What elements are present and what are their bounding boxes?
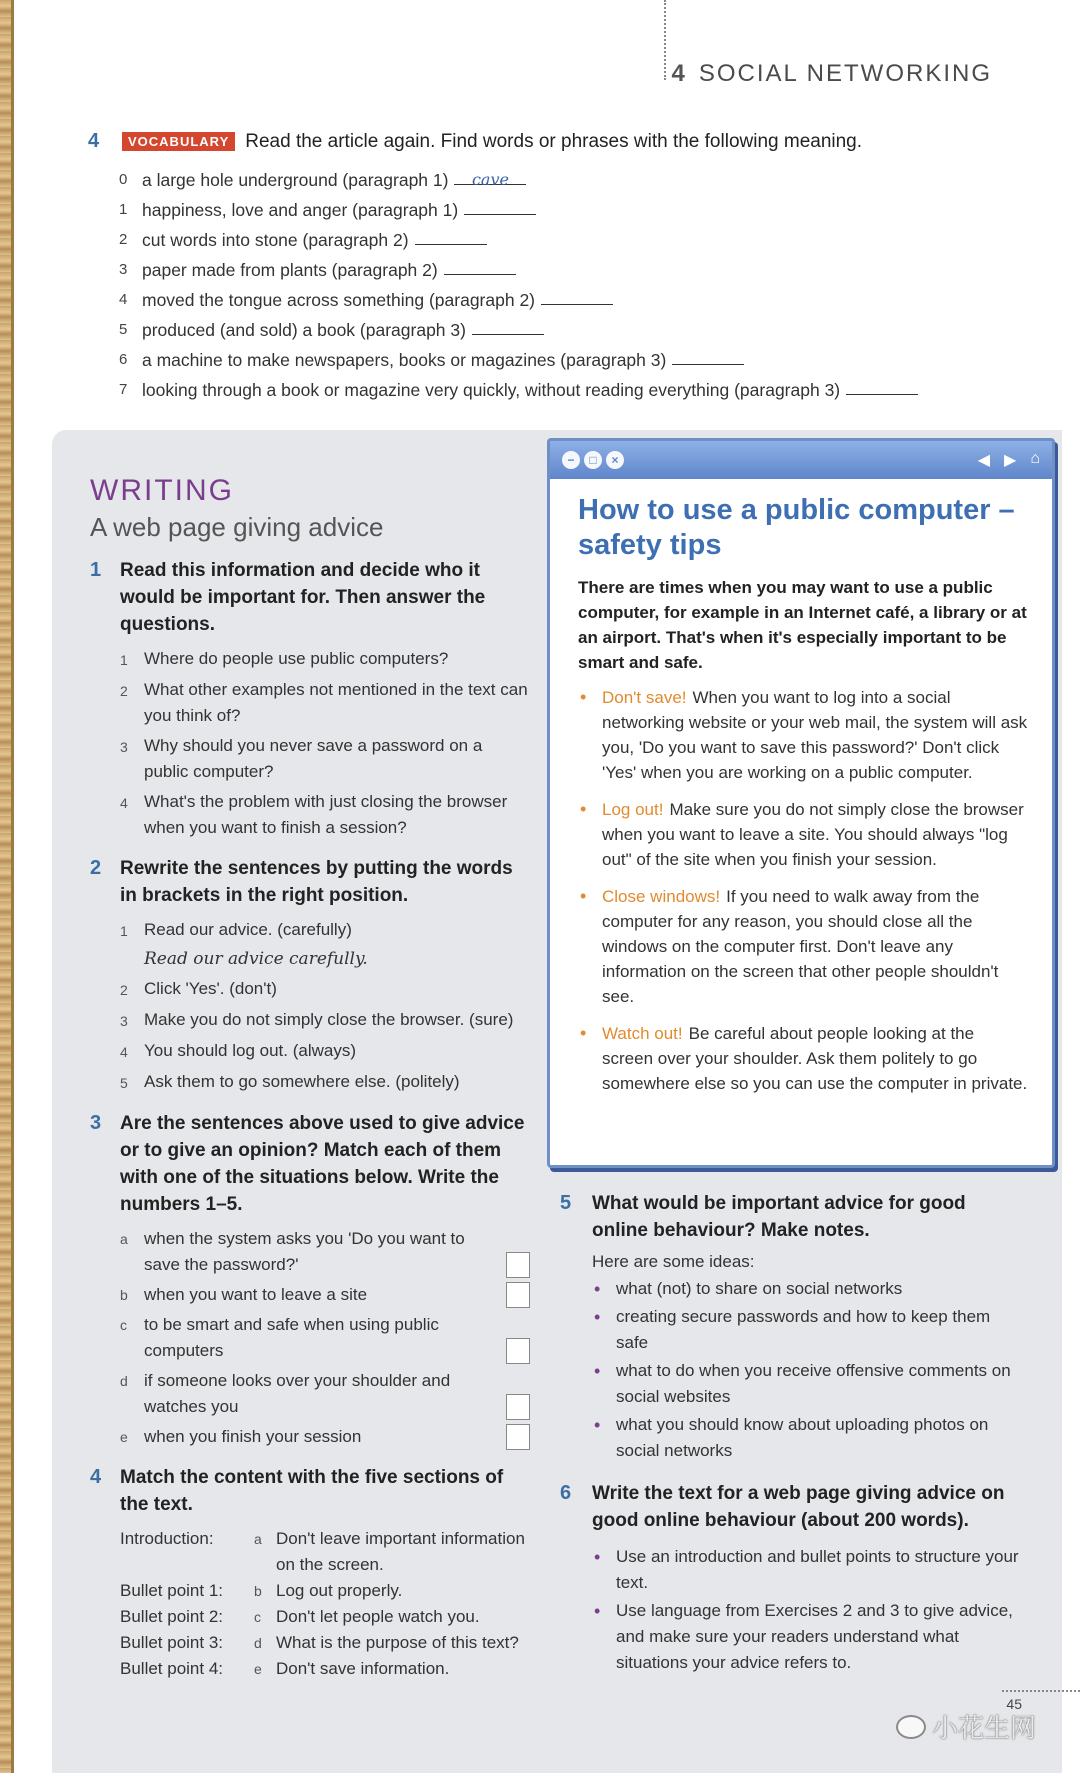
task-1 [90, 557, 530, 841]
match-row: Bullet point 2: c Don't let people watch you. [120, 1607, 480, 1626]
situation-item: b when you want to leave a site [120, 1282, 500, 1308]
task-1-questions [90, 646, 530, 841]
task-2-sentences [90, 917, 530, 1096]
answer-blank[interactable] [464, 195, 536, 215]
task-5 [560, 1190, 1020, 1464]
wechat-icon [896, 1715, 926, 1739]
sentence-item: 3 Make you do not simply close the browser. (sure) [120, 1010, 514, 1029]
vocab-item: 5 produced (and sold) a book (paragraph 3) [88, 315, 988, 345]
sentence-item: 5 Ask them to go somewhere else. (politely) [120, 1072, 460, 1091]
writing-subtitle: A web page giving advice [90, 512, 384, 542]
vocabulary-list [88, 165, 988, 405]
vocabulary-instruction: Read the article again. Find words or phrases with the following meaning. [245, 130, 863, 152]
ideas-intro: Here are some ideas: [592, 1252, 755, 1271]
vocab-item: 1 happiness, love and anger (paragraph 1) [88, 195, 988, 225]
question-item: 3 Why should you never save a password on a public computer? [120, 736, 483, 781]
tip-heading: Don't save! [602, 688, 687, 707]
answer-box[interactable] [506, 1252, 530, 1278]
watermark [896, 1708, 1036, 1745]
left-decorative-strip [0, 0, 14, 1773]
answer-blank[interactable] [846, 375, 918, 395]
page-number: 45 [1006, 1696, 1022, 1712]
answer-box[interactable] [506, 1282, 530, 1308]
tip-item: • Close windows! If you need to walk away from the computer for any reason, you should close all the windows on the computer first. Don't leave any information on the screen that other people shouldn't see. [578, 884, 1028, 1009]
writing-section [90, 474, 530, 1682]
answer-box[interactable] [506, 1338, 530, 1364]
match-row: Bullet point 4: e Don't save information. [120, 1659, 450, 1678]
right-tasks [560, 1190, 1020, 1678]
task-3 [90, 1110, 530, 1450]
vocab-item: 6 a machine to make newspapers, books or magazines (paragraph 3) [88, 345, 988, 375]
vocab-item: 0 a large hole underground (paragraph 1) cave [88, 165, 988, 195]
question-item: 1 Where do people use public computers? [120, 649, 449, 668]
tip-heading: Close windows! [602, 887, 721, 906]
situation-item: c to be smart and safe when using public computers [120, 1312, 500, 1364]
answer-blank[interactable] [472, 315, 544, 335]
match-row: Bullet point 3: d What is the purpose of this text? [120, 1633, 519, 1652]
task-4-heading: 4 Match the content with the five sections of the text. [90, 1466, 504, 1515]
answer-blank[interactable] [415, 225, 487, 245]
idea-item: • what you should know about uploading photos on social networks [592, 1412, 1020, 1464]
unit-header [672, 56, 993, 92]
window-controls [562, 451, 624, 469]
task-1-heading: 1 Read this information and decide who it would be important for. Then answer the questions. [90, 559, 486, 635]
minimize-icon[interactable]: − [562, 451, 580, 469]
browser-title-bar [550, 441, 1052, 479]
answer-blank[interactable] [672, 345, 744, 365]
situation-item: e when you finish your session [120, 1424, 500, 1450]
browser-window [547, 438, 1055, 1168]
navigation-controls [978, 450, 1040, 470]
sentence-item: 1 Read our advice. (carefully) [120, 920, 352, 939]
header-divider [664, 0, 666, 80]
task-3-situations [90, 1226, 530, 1450]
task-6-points [560, 1544, 1020, 1676]
forward-icon[interactable]: ▶ [1004, 452, 1017, 469]
example-answer: Read our advice carefully. [144, 949, 368, 969]
vocab-item: 4 moved the tongue across something (paragraph 2) [88, 285, 988, 315]
answer-box[interactable] [506, 1424, 530, 1450]
tip-item: • Don't save! When you want to log into a social networking website or your web mail, the system will ask you, 'Do you want to save this password?' Don't click 'Yes' when you are working on a public computer. [578, 685, 1028, 785]
footer-divider [1002, 1690, 1080, 1692]
task-4-match-table [90, 1526, 530, 1682]
point-item: • Use language from Exercises 2 and 3 to give advice, and make sure your readers understand what situations your advice refers to. [592, 1598, 1020, 1676]
vocabulary-exercise [88, 130, 988, 405]
exercise-number: 4 [88, 130, 100, 152]
watermark-text: 小花生网 [931, 1713, 1036, 1743]
browser-content [550, 479, 1052, 1096]
idea-item: • what to do when you receive offensive comments on social websites [592, 1358, 1020, 1410]
article-title: How to use a public computer – safety tips [578, 494, 1015, 561]
answer-blank[interactable]: cave [454, 165, 526, 185]
answer-blank[interactable] [541, 285, 613, 305]
unit-number: 4 [671, 60, 687, 87]
task-5-heading: 5 What would be important advice for good online behaviour? Make notes. [560, 1192, 966, 1241]
vocab-item: 2 cut words into stone (paragraph 2) [88, 225, 988, 255]
tip-heading: Log out! [602, 800, 664, 819]
match-row: Bullet point 1: b Log out properly. [120, 1581, 403, 1600]
match-row: Introduction: a Don't leave important information on the screen. [120, 1529, 525, 1574]
article-intro: There are times when you may want to use a public computer, for example in an Internet café, a library or at an airport. That's when it's especially important to be smart and safe. [578, 578, 1027, 672]
vocab-item: 3 paper made from plants (paragraph 2) [88, 255, 988, 285]
task-6-heading: 6 Write the text for a web page giving advice on good online behaviour (about 200 words). [560, 1482, 1005, 1531]
writing-title: WRITING [90, 474, 234, 507]
close-icon[interactable]: × [606, 451, 624, 469]
tip-heading: Watch out! [602, 1024, 683, 1043]
point-item: • Use an introduction and bullet points to structure your text. [592, 1544, 1020, 1596]
idea-item: • what (not) to share on social networks [592, 1276, 1020, 1302]
sentence-item: 4 You should log out. (always) [120, 1041, 357, 1060]
situation-item: d if someone looks over your shoulder and watches you [120, 1368, 500, 1420]
sentence-item: 2 Click 'Yes'. (don't) [120, 979, 277, 998]
ideas-list [560, 1276, 1020, 1464]
tip-item: • Watch out! Be careful about people looking at the screen over your shoulder. Ask them politely to go somewhere else so you can use the computer in private. [578, 1021, 1028, 1096]
tip-item: • Log out! Make sure you do not simply close the browser when you want to leave a site. You should always "log out" of the site when you finish your session. [578, 797, 1028, 872]
task-4 [90, 1464, 530, 1682]
situation-item: a when the system asks you 'Do you want to save the password?' [120, 1226, 500, 1278]
task-6 [560, 1480, 1020, 1676]
answer-blank[interactable] [444, 255, 516, 275]
unit-title: SOCIAL NETWORKING [698, 60, 992, 87]
task-3-heading: 3 Are the sentences above used to give advice or to give an opinion? Match each of them with one of the situations below. Write the numbers 1–5. [90, 1112, 525, 1215]
home-icon[interactable]: ⌂ [1030, 450, 1040, 467]
task-2 [90, 855, 530, 1096]
task-2-heading: 2 Rewrite the sentences by putting the words in brackets in the right position. [90, 857, 513, 906]
vocab-item: 7 looking through a book or magazine very quickly, without reading everything (paragraph 3) [88, 375, 988, 405]
answer-box[interactable] [506, 1394, 530, 1420]
question-item: 4 What's the problem with just closing the browser when you want to finish a session? [120, 792, 508, 837]
idea-item: • creating secure passwords and how to keep them safe [592, 1304, 1020, 1356]
back-icon[interactable]: ◀ [977, 452, 991, 469]
vocabulary-badge: VOCABULARY [122, 132, 235, 151]
question-item: 2 What other examples not mentioned in the text can you think of? [120, 680, 528, 725]
vocabulary-heading [88, 130, 988, 153]
safety-tips-list [578, 685, 1028, 1096]
maximize-icon[interactable]: □ [584, 451, 602, 469]
